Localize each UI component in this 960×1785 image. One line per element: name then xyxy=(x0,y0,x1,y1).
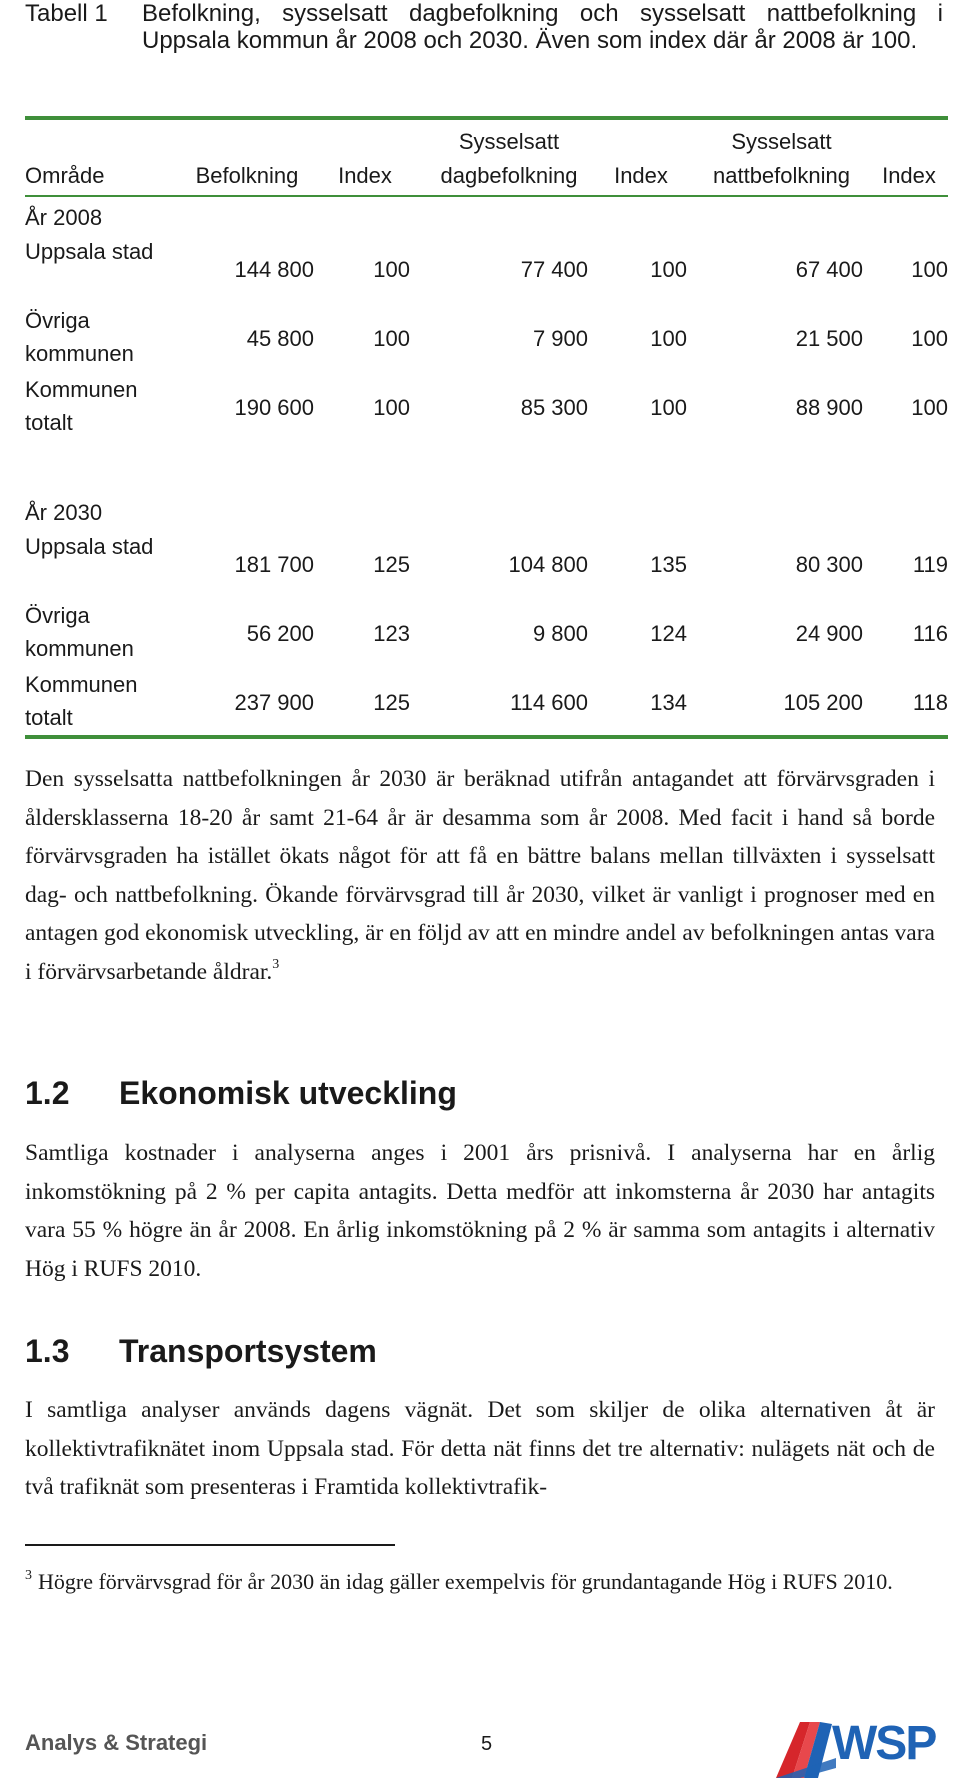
caption-label: Tabell 1 xyxy=(25,0,108,27)
wsp-logo xyxy=(770,1714,955,1780)
header-index: Index xyxy=(614,163,668,188)
cell: 100 xyxy=(650,395,687,420)
cell: 135 xyxy=(650,552,687,577)
cell: 100 xyxy=(373,395,410,420)
cell: 85 300 xyxy=(520,395,588,420)
paragraph-transport: I samtliga analyser används dagens vägnät. Det som skiljer de olika alternativen åt är kollektivtrafiknätet inom Uppsala stad. För detta nät finns det tre alternativ: nulägets nät och de två trafiknät som presenteras i Framtida kollektivtrafik- xyxy=(25,1397,935,1500)
caption-text: Befolkning, sysselsatt dagbefolkning och sysselsatt nattbefolkning i Uppsala kommun år 2008 och 2030. Även som index där år 2008 är 100. xyxy=(142,0,943,54)
header-day-population: Sysselsatt dagbefolkning xyxy=(440,129,578,188)
cell: 237 900 xyxy=(234,690,314,715)
row-label: Uppsala stad xyxy=(25,534,154,559)
group-spacer xyxy=(25,440,948,492)
cell: 119 xyxy=(912,552,948,577)
cell: 144 800 xyxy=(234,257,314,282)
table-row xyxy=(25,302,948,371)
footnote: $^3$ Högre förvärvsgrad för år 2030 än idag gäller exempelvis för grundantagande Hög i RUFS 2010. xyxy=(25,1568,893,1594)
footnote-divider xyxy=(25,1544,395,1546)
row-label: Uppsala stad xyxy=(25,239,154,264)
row-label: Kommunen totalt xyxy=(25,377,138,435)
cell: 100 xyxy=(373,257,410,282)
cell: 21 500 xyxy=(795,326,863,351)
cell: 7 900 xyxy=(532,326,588,351)
section-heading-transport: 1.3 Transportsystem xyxy=(25,1333,377,1369)
row-label: Övriga kommunen xyxy=(25,308,134,366)
cell: 100 xyxy=(911,257,948,282)
header-night-population: Sysselsatt nattbefolkning xyxy=(713,129,850,188)
cell: 67 400 xyxy=(795,257,863,282)
table-row xyxy=(25,528,948,597)
cell: 105 200 xyxy=(783,690,863,715)
cell: 100 xyxy=(911,395,948,420)
table-header xyxy=(25,120,948,197)
cell: 123 xyxy=(373,621,410,646)
row-label: Kommunen totalt xyxy=(25,672,138,730)
header-area: Område xyxy=(25,163,105,188)
group-title-2008: År 2008 xyxy=(25,205,103,230)
header-population: Befolkning xyxy=(195,163,299,188)
row-label: Övriga kommunen xyxy=(25,603,134,661)
cell: 100 xyxy=(650,326,687,351)
cell: 125 xyxy=(373,552,410,577)
section-heading-economy: 1.2 Ekonomisk utveckling xyxy=(25,1075,457,1111)
cell: 56 200 xyxy=(246,621,314,646)
population-table xyxy=(25,116,948,739)
cell: 104 800 xyxy=(508,552,588,577)
table-caption xyxy=(25,0,943,54)
page-number: 5 xyxy=(481,1733,493,1755)
cell: 114 600 xyxy=(510,690,588,715)
cell: 125 xyxy=(373,690,410,715)
cell: 134 xyxy=(650,690,687,715)
paragraph-economy: Samtliga kostnader i analyserna anges i 2001 års prisnivå. I analyserna har en årlig inkomstökning på 2 % per capita antagits. Detta medför att inkomsterna år 2030 har antagits vara 55 % högre än år 2008. En årlig inkomstökning på 2 % är samma som antagits i alternativ Hög i RUFS 2010. xyxy=(25,1140,935,1282)
cell: 118 xyxy=(912,690,948,715)
cell: 45 800 xyxy=(246,326,314,351)
cell: 77 400 xyxy=(520,257,588,282)
wsp-logo-text: WSP xyxy=(832,1717,936,1770)
wsp-logo-mark-icon xyxy=(770,1714,840,1780)
cell: 100 xyxy=(911,326,948,351)
cell: 124 xyxy=(650,621,687,646)
table-row xyxy=(25,597,948,666)
cell: 80 300 xyxy=(795,552,863,577)
cell: 88 900 xyxy=(795,395,863,420)
cell: 181 700 xyxy=(234,552,314,577)
cell: 116 xyxy=(912,621,948,646)
cell: 100 xyxy=(373,326,410,351)
cell: 24 900 xyxy=(795,621,863,646)
cell: 190 600 xyxy=(234,395,314,420)
paragraph-night-population: Den sysselsatta nattbefolkningen år 2030 är beräknad utifrån antagandet att förvärvsgraden i åldersklasserna 18-20 år samt 21-64 år är desamma som år 2008. Med facit i hand så borde förvärvsgraden ha istället ökats något för att få en bättre balans mellan tillväxten i sysselsatt dag- och nattbefolkning. Ökande förvärvsgrad till år 2030, vilket är vanligt i prognoser med en antagen god ekonomisk utveckling, är en följd av att en mindre andel av befolkningen antas vara i förvärvsarbetande åldrar.$^3$ xyxy=(25,766,935,985)
header-index: Index xyxy=(882,163,936,188)
cell: 9 800 xyxy=(532,621,588,646)
cell: 100 xyxy=(650,257,687,282)
footer-label: Analys & Strategi xyxy=(25,1730,208,1755)
header-index: Index xyxy=(338,163,392,188)
table-row xyxy=(25,371,948,440)
group-title-2030: År 2030 xyxy=(25,500,103,525)
footnote-ref[interactable]: 3 xyxy=(272,956,280,972)
table-row xyxy=(25,666,948,735)
table-row xyxy=(25,233,948,302)
